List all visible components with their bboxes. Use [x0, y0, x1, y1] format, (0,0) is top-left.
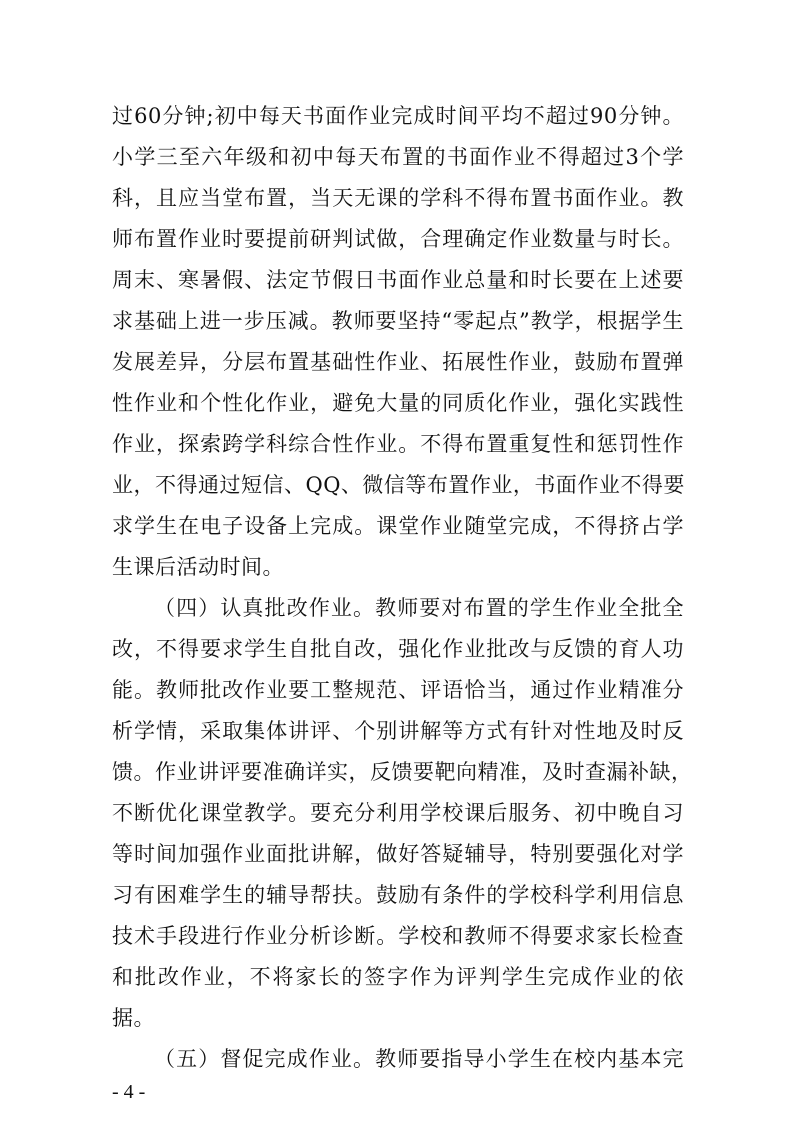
text-line: 求基础上进一步压减。教师要坚持“零起点”教学，根据学生 — [112, 309, 684, 333]
text-line: 发展差异，分层布置基础性作业、拓展性作业，鼓励布置弹 — [112, 350, 684, 374]
text-line: 改，不得要求学生自批自改，强化作业批改与反馈的育人功 — [112, 637, 684, 661]
section-heading-line: （五）督促完成作业。教师要指导小学生在校内基本完 — [154, 1047, 684, 1071]
text-line: 业，不得通过短信、QQ、微信等布置作业，书面作业不得要 — [112, 473, 685, 497]
text-line: 小学三至六年级和初中每天布置的书面作业不得超过3个学 — [112, 145, 684, 169]
paragraph-end-line: 据。 — [112, 1006, 155, 1030]
text-line: 不断优化课堂教学。要充分利用学校课后服务、初中晚自习 — [112, 801, 684, 825]
text-line: 师布置作业时要提前研判试做，合理确定作业数量与时长。 — [112, 227, 684, 251]
text-line: 析学情，采取集体讲评、个别讲解等方式有针对性地及时反 — [112, 719, 684, 743]
paragraph-end-line: 生课后活动时间。 — [112, 555, 284, 579]
text-line: 能。教师批改作业要工整规范、评语恰当，通过作业精准分 — [112, 678, 684, 702]
text-line: 周末、寒暑假、法定节假日书面作业总量和时长要在上述要 — [112, 268, 684, 292]
text-line: 作业，探索跨学科综合性作业。不得布置重复性和惩罚性作 — [112, 432, 684, 456]
text-line: 性作业和个性化作业，避免大量的同质化作业，强化实践性 — [112, 391, 684, 415]
text-line: 和批改作业，不将家长的签字作为评判学生完成作业的依 — [112, 965, 684, 989]
page-number: - 4 - — [112, 1081, 146, 1103]
section-heading-line: （四）认真批改作业。教师要对布置的学生作业全批全 — [154, 596, 684, 620]
text-line: 求学生在电子设备上完成。课堂作业随堂完成，不得挤占学 — [112, 514, 684, 538]
text-line: 科，且应当堂布置，当天无课的学科不得布置书面作业。教 — [112, 186, 684, 210]
text-line: 习有困难学生的辅导帮扶。鼓励有条件的学校科学利用信息 — [112, 883, 684, 907]
text-line: 过60分钟;初中每天书面作业完成时间平均不超过90分钟。 — [112, 104, 684, 128]
text-line: 馈。作业讲评要准确详实，反馈要靶向精准，及时查漏补缺， — [112, 760, 693, 784]
text-line: 技术手段进行作业分析诊断。学校和教师不得要求家长检查 — [112, 924, 684, 948]
text-line: 等时间加强作业面批讲解，做好答疑辅导，特别要强化对学 — [112, 842, 684, 866]
